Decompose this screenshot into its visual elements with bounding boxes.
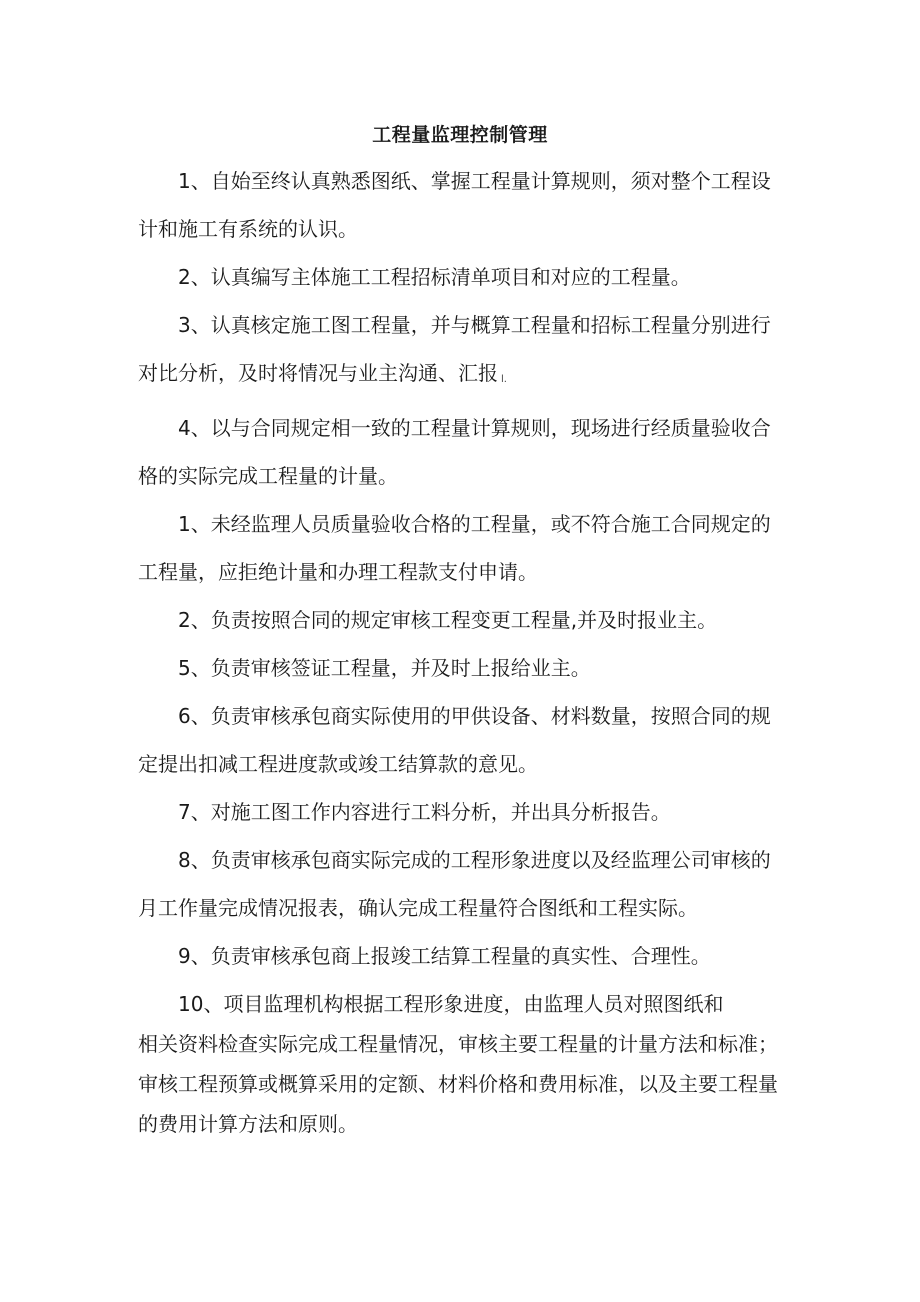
paragraph-line: 6、负责审核承包商实际使用的甲供设备、材料数量，按照合同的规 — [178, 704, 771, 728]
paragraph-10 — [138, 844, 788, 924]
paragraph-line: 7、对施工图工作内容进行工料分析，并出具分析报告。 — [178, 800, 671, 824]
paragraph-line: 8、负责审核承包商实际完成的工程形象进度以及经监理公司审核的 — [178, 848, 771, 872]
paragraph-line: 审核工程预算或概算采用的定额、材料价格和费用标准，以及主要工程量 — [138, 1072, 778, 1096]
paragraph-line: 1、自始至终认真熟悉图纸、掌握工程量计算规则，须对整个工程设 — [178, 169, 771, 193]
paragraph-line: 对比分析，及时将情况与业主沟通、汇报 — [138, 361, 498, 385]
paragraph-3 — [138, 309, 788, 396]
paragraph-line: 3、认真核定施工图工程量，并与概算工程量和招标工程量分别进行 — [178, 313, 771, 337]
paragraph-line: 2、认真编写主体施工工程招标清单项目和对应的工程量。 — [178, 265, 691, 289]
paragraph-1 — [138, 165, 788, 245]
paragraph-6 — [138, 604, 788, 636]
paragraph-line: 定提出扣减工程进度款或竣工结算款的意见。 — [138, 752, 538, 776]
paragraph-7 — [138, 652, 788, 684]
paragraph-line: 的费用计算方法和原则。 — [138, 1112, 358, 1136]
paragraph-line: 10、项目监理机构根据工程形象进度，由监理人员对照图纸和 — [178, 992, 724, 1016]
paragraph-line: 相关资料检查实际完成工程量情况，审核主要工程量的计量方法和标准； — [138, 1032, 778, 1056]
paragraph-line: 4、以与合同规定相一致的工程量计算规则，现场进行经质量验收合 — [178, 416, 771, 440]
paragraph-11 — [138, 940, 788, 972]
paragraph-line: 1、未经监理人员质量验收合格的工程量，或不符合施工合同规定的 — [178, 512, 771, 536]
paragraph-2 — [138, 261, 788, 293]
paragraph-line: 计和施工有系统的认识。 — [138, 217, 358, 241]
paragraph-line: 2、负责按照合同的规定审核工程变更工程量,并及时报业主。 — [178, 608, 718, 632]
paragraph-line: 9、负责审核承包商上报竣工结算工程量的真实性、合理性。 — [178, 944, 711, 968]
paragraph-line: 5、负责审核签证工程量，并及时上报给业主。 — [178, 656, 591, 680]
paragraph-12 — [138, 988, 788, 1140]
paragraph-line: 工程量，应拒绝计量和办理工程款支付申请。 — [138, 560, 538, 584]
paragraph-4 — [138, 412, 788, 492]
paragraph-5 — [138, 508, 788, 588]
paragraph-line: 格的实际完成工程量的计量。 — [138, 464, 398, 488]
footnote-mark: l. — [501, 374, 507, 385]
document-body — [138, 165, 788, 1156]
document-title: 工程量监理控制管理 — [372, 124, 548, 146]
paragraph-line: 月工作量完成情况报表，确认完成工程量符合图纸和工程实际。 — [138, 896, 698, 920]
paragraph-8 — [138, 700, 788, 780]
paragraph-9 — [138, 796, 788, 828]
paragraph-line-with-mark — [138, 357, 788, 396]
